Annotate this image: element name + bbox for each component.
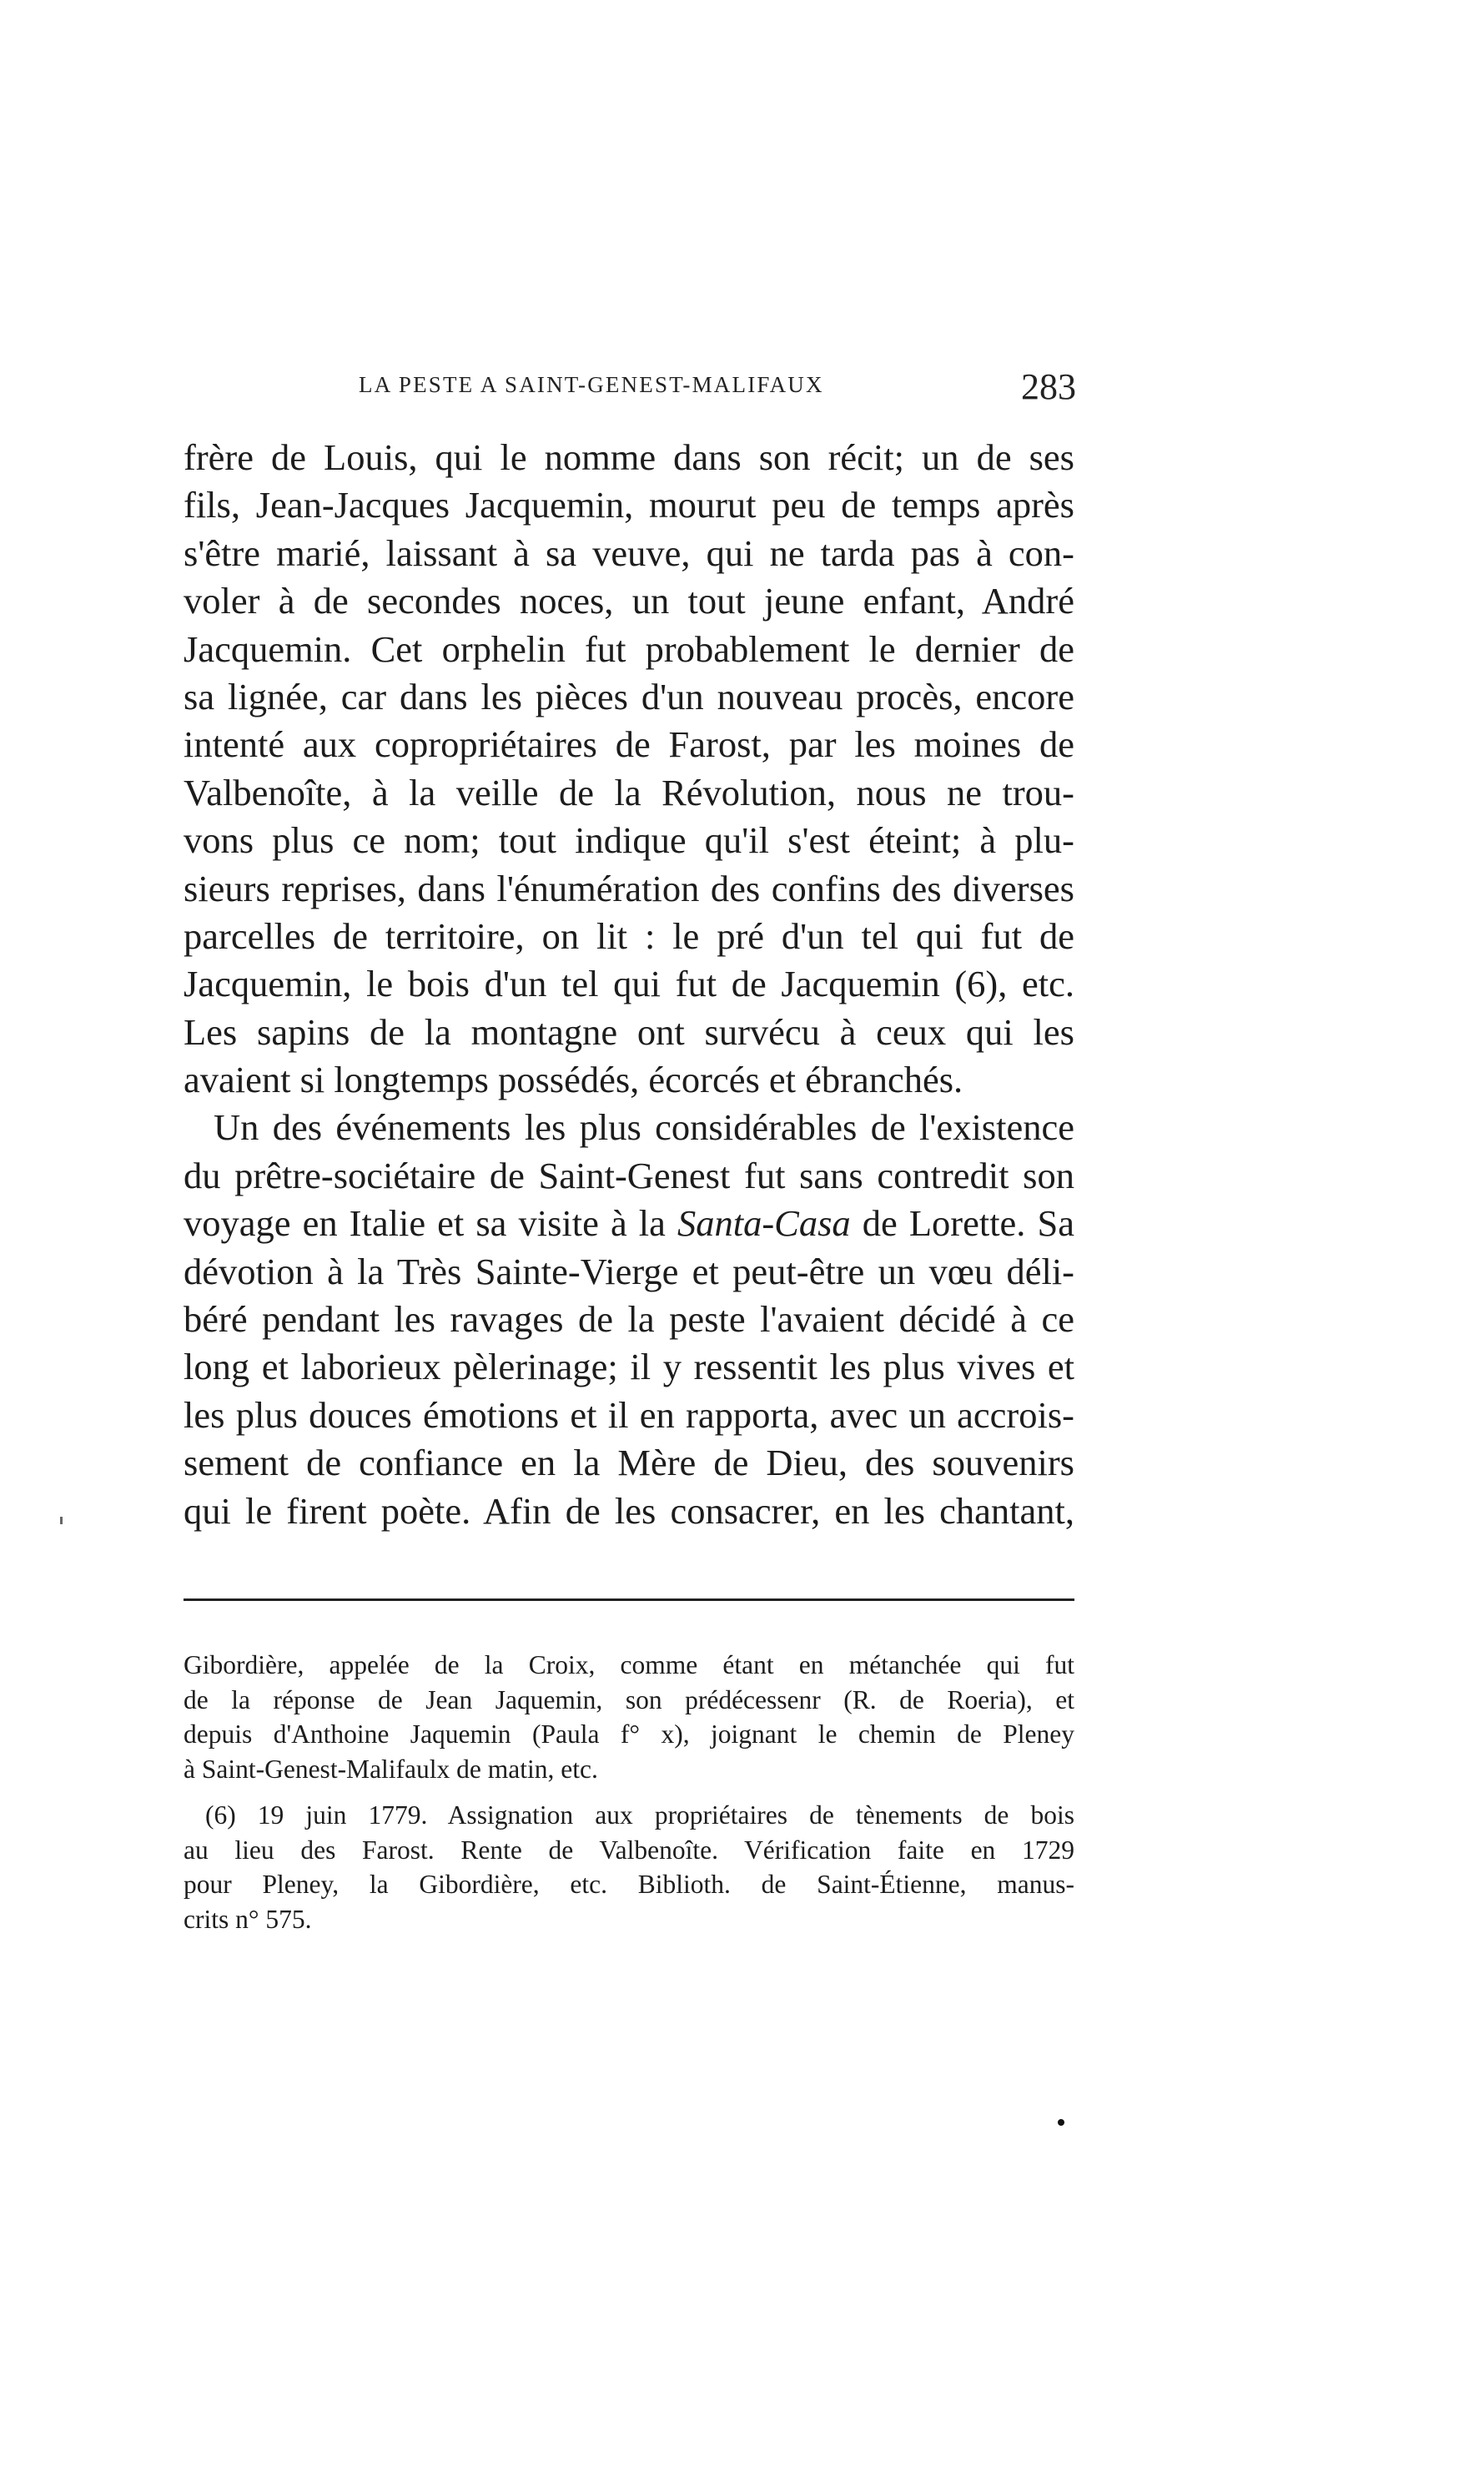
footnote-line: à Saint-Genest-Malifaulx de matin, etc. [184,1754,598,1784]
italic-term-santa-casa: Santa-Casa [677,1202,851,1245]
body-line: du prêtre-sociétaire de Saint-Genest fut sans contredit son [184,1154,1074,1196]
footnotes [184,1648,1074,1936]
running-title: LA PESTE A SAINT-GENEST-MALIFAUX [359,372,824,397]
ink-speck [1058,2119,1064,2126]
body-line: qui le firent poète. Afin de les consacrer, en les chantant, [184,1489,1074,1532]
body-line: sa lignée, car dans les pièces d'un nouveau procès, encore [184,675,1074,717]
body-line: Les sapins de la montagne ont survécu à ceux qui les [184,1010,1074,1053]
body-line: frère de Louis, qui le nomme dans son récit; un de ses [184,436,1074,478]
footnote-line: Gibordière, appelée de la Croix, comme étant en métanchée qui fut [184,1650,1074,1679]
footnote-6-line: crits n° 575. [184,1904,312,1934]
body-line: fils, Jean-Jacques Jacquemin, mourut peu de temps après [184,484,1074,526]
body-line: les plus douces émotions et il en rapporta, avec un accrois- [184,1393,1074,1436]
body-line: long et laborieux pèlerinage; il y ressentit les plus vives et [184,1346,1074,1388]
body-line: intenté aux copropriétaires de Farost, par les moines de [184,723,1074,766]
margin-mark [60,1517,63,1524]
paragraph-end-line: avaient si longtemps possédés, écorcés et ébranchés. [184,1059,963,1101]
running-head [359,365,1076,415]
footnote-6-line: (6) 19 juin 1779. Assignation aux propriétaires de tènements de bois [205,1800,1074,1830]
body-line-santa-casa [184,1200,1074,1247]
text-segment: de Lorette. Sa [850,1202,1074,1245]
body-text [184,434,1074,1535]
text-segment: voyage en Italie et sa visite à la [184,1202,677,1245]
body-line: béré pendant les ravages de la peste l'avaient décidé à ce [184,1298,1074,1341]
body-line: Valbenoîte, à la veille de la Révolution, nous ne trou- [184,771,1074,813]
footnote-6-line: pour Pleney, la Gibordière, etc. Biblioth. de Saint-Étienne, manus- [184,1870,1074,1899]
body-line: dévotion à la Très Sainte-Vierge et peut-être un vœu déli- [184,1250,1074,1292]
body-line: parcelles de territoire, on lit : le pré d'un tel qui fut de [184,914,1074,957]
footnote-gap [184,1786,1074,1798]
footnote-divider [184,1598,1074,1601]
body-line: Jacquemin. Cet orphelin fut probablement le dernier de [184,627,1074,670]
footnote-line: depuis d'Anthoine Jaquemin (Paula f° x), joignant le chemin de Pleney [184,1719,1074,1749]
body-line: vons plus ce nom; tout indique qu'il s'est éteint; à plu- [184,819,1074,862]
body-line: Jacquemin, le bois d'un tel qui fut de Jacquemin (6), etc. [184,963,1074,1005]
paragraph-start-line: Un des événements les plus considérables de l'existence [214,1106,1074,1149]
page-number: 283 [1021,366,1076,407]
footnote-6-line: au lieu des Farost. Rente de Valbenoîte. Vérification faite en 1729 [184,1835,1074,1865]
body-line: sement de confiance en la Mère de Dieu, des souvenirs [184,1442,1074,1484]
body-line: sieurs reprises, dans l'énumération des confins des diverses [184,867,1074,909]
footnote-line: de la réponse de Jean Jaquemin, son prédécessenr (R. de Roeria), et [184,1684,1074,1714]
body-line: voler à de secondes noces, un tout jeune enfant, André [184,580,1074,622]
body-line: s'être marié, laissant à sa veuve, qui ne tarda pas à con- [184,531,1074,574]
